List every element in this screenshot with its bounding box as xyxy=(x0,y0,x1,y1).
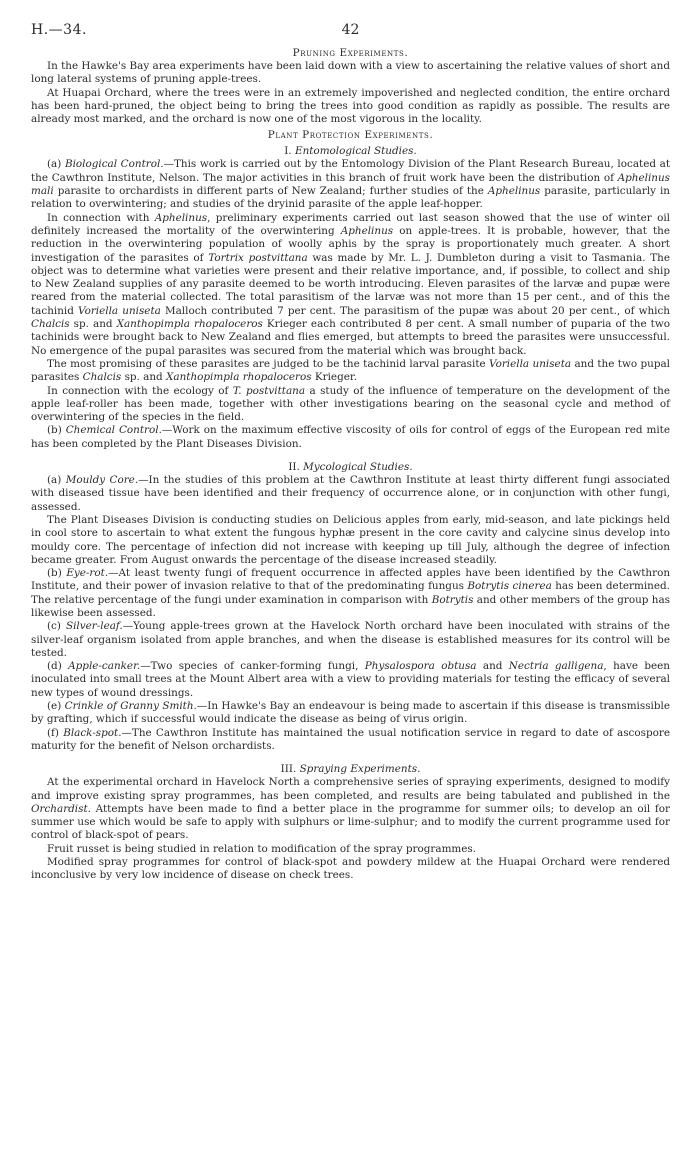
paragraph-title: Black-spot. xyxy=(63,726,122,739)
subheading-mycological-studies: II. Mycological Studies. xyxy=(288,461,413,474)
paragraph-aphelinus-experiments: In connection with Aphelinus, preliminary experiments carried out last season showed that the use of winter oil definitely increased the mortality of the overwintering Aphelinus on apple-trees. It is probable, however, that the reduction in the overwintering population of woolly aphis by the spray is proportionately much greater. A short investigation of the parasites of Tortrix postvittana was made by Mr. L. J. Dumbleton during a visit to Tasmania. The object was to determine what varieties were present and their relative importance, and, if possible, to collect and ship to New Zealand supplies of any parasite deemed to be worth introducing. Eleven parasites of the larvæ and pupæ were reared from the material collected. The total parasitism of the larvæ was not more than 15 per cent., and of this the tachinid Voriella uniseta Malloch contributed 7 per cent. The parasitism of the pupæ was about 20 per cent., of which Chalcis sp. and Xanthopimpla rhopaloceros Krieger each contributed 8 per cent. A small number of puparia of the two tachinids were brought back to New Zealand and flies emerged, but attempts to breed the parasites were unsuccessful. No emergence of the pupal parasites was secured from the material which was brought back. xyxy=(31,211,671,357)
paragraph-crinkle-granny-smith: (e) Crinkle of Granny Smith.—In Hawke's Bay an endeavour is being made to ascertain if this disease is transmissible by grafting, which if successful would indicate the disease as being of virus origin. xyxy=(31,700,670,726)
subheading-spraying-experiments: III. Spraying Experiments. xyxy=(280,763,421,776)
paragraph-mouldy-core: (a) Mouldy Core.—In the studies of this problem at the Cawthron Institute at least thirty different fungi associated with diseased tissue have been identified and their frequency of occurrence alone, or in conjunction with other fungi, assessed. xyxy=(31,474,670,513)
paragraph-fruit-russet: Fruit russet is being studied in relation to modification of the spray programmes. xyxy=(47,842,477,855)
paragraph-ecology-postvittana: In connection with the ecology of T. postvittana a study of the influence of temperature on the development of the apple leaf-roller has been made, together with other investigations bearing on the seasonal cycle and method of overwintering of the species in the field. xyxy=(31,384,671,424)
paragraph-title: Silver-leaf. xyxy=(65,620,123,633)
heading-pruning-experiments: Pruning Experiments. xyxy=(292,47,409,59)
document-reference: H.—34. xyxy=(31,22,87,38)
paragraph-delicious-apples: The Plant Diseases Division is conducting studies on Delicious apples from early, mid-season, and late pickings held in cool store to ascertain to what extent the fungous hyphæ present in the core cavity and calycine sinus develop into mouldy core. The percentage of infection did not increase with keeping up till July, although the degree of infection became greater. From August onwards the percentage of the disease increased steadily. xyxy=(31,513,670,566)
paragraph-pruning-1: In the Hawke's Bay area experiments have been laid down with a view to ascertaining the relative values of short and long lateral systems of pruning apple-trees. xyxy=(31,60,670,86)
paragraph-chemical-control: (b) Chemical Control.—Work on the maximum effective viscosity of oils for control of eggs of the European red mite has been completed by the Plant Diseases Division. xyxy=(31,424,671,450)
paragraph-title: Crinkle of Granny Smith. xyxy=(64,700,197,713)
paragraph-apple-canker: (d) Apple-canker.—Two species of canker-forming fungi, Physalospora obtusa and Nectria galligena, have been inoculated into small trees at the Mount Albert area with a view to providing materials for testing the efficacy of several new types of wound dressings. xyxy=(31,660,671,699)
paragraph-silver-leaf: (c) Silver-leaf.—Young apple-trees grown at the Havelock North orchard have been inoculated with strains of the silver-leaf organism isolated from apple branches, and when the disease is established measures for its control will be tested. xyxy=(31,620,670,659)
paragraph-huapai-programmes: Modified spray programmes for control of black-spot and powdery mildew at the Huapai Orchard were rendered inconclusive by very low incidence of disease on check trees. xyxy=(31,856,670,882)
subheading-entomological-studies: I. Entomological Studies. xyxy=(284,145,417,158)
page-number: 42 xyxy=(341,22,360,38)
paragraph-title: Biological Control. xyxy=(64,158,164,171)
paragraph-promising-parasites: The most promising of these parasites are judged to be the tachinid larval parasite Voriella uniseta and the two pupal parasites Chalcis sp. and Xanthopimpla rhopaloceros Krieger. xyxy=(31,357,670,384)
paragraph-black-spot: (f) Black-spot.—The Cawthron Institute has maintained the usual notification service in regard to date of ascospore maturity for the benefit of Nelson orchardists. xyxy=(31,726,670,752)
paragraph-title: Eye-rot. xyxy=(66,567,109,580)
paragraph-havelock-spraying: At the experimental orchard in Havelock North a comprehensive series of spraying experiments, designed to modify and improve existing spray programmes, has been completed, and results are being tabulated and published in the Orchardist. Attempts have been made to find a better place in the programme for summer oils; to develop an oil for summer use which would be safe to apply with sulphurs or lime-sulphur; and to modify the current programme used for control of black-spot of pears. xyxy=(31,776,670,842)
paragraph-biological-control: (a) Biological Control.—This work is carried out by the Entomology Division of the Plant Research Bureau, located at the Cawthron Institute, Nelson. The major activities in this branch of fruit work have been the distribution of Aphelinus mali parasite to orchardists in different parts of New Zealand; further studies of the Aphelinus parasite, particularly in relation to overwintering; and studies of the dryinid parasite of the apple leaf-hopper. xyxy=(31,158,670,211)
heading-plant-protection: Plant Protection Experiments. xyxy=(267,129,434,142)
paragraph-title: Apple-canker. xyxy=(68,660,141,673)
page-header xyxy=(31,20,670,46)
paragraph-title: Chemical Control. xyxy=(65,424,162,437)
paragraph-eye-rot: (b) Eye-rot.—At least twenty fungi of frequent occurrence in affected apples have been identified by the Cawthron Institute, and their power of invasion relative to that of the predominating fungus Botrytis cinerea has been determined. The relative percentage of the fungi under examination in comparison with Botrytis and other members of the group has likewise been assessed. xyxy=(31,567,671,619)
paragraph-pruning-2: At Huapai Orchard, where the trees were in an extremely impoverished and neglected condition, the entire orchard has been hard-pruned, the object being to bring the trees into good condition as rapidly as possible. The results are already most marked, and the orchard is now one of the most vigorous in the locality. xyxy=(31,86,670,126)
paragraph-title: Mouldy Core. xyxy=(65,474,139,487)
